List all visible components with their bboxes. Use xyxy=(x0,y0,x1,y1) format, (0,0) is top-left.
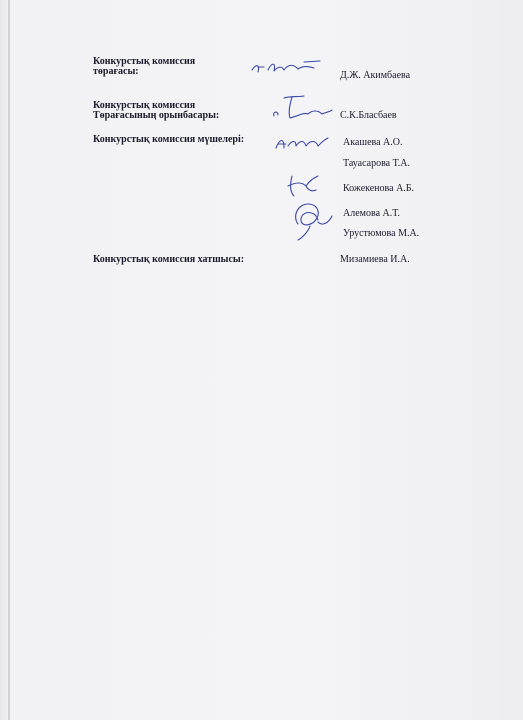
member-3-name: Кожекенова А.Б. xyxy=(343,183,415,194)
chairman-name: Д.Ж. Акимбаева xyxy=(340,70,411,81)
member-4-signature-icon xyxy=(288,196,338,244)
chairman-signature-icon xyxy=(248,56,328,78)
secretary-label: Конкурстық комиссия хатшысы: xyxy=(93,254,245,265)
members-label: Конкурстық комиссия мүшелері: xyxy=(93,134,245,145)
deputy-signature-icon xyxy=(270,94,336,124)
member-3-signature-icon xyxy=(284,172,324,198)
deputy-label-line1: Конкурстық комиссия xyxy=(93,100,196,111)
secretary-name: Мизамиева И.А. xyxy=(340,254,410,265)
member-1-signature-icon xyxy=(272,132,332,154)
chairman-label-line1: Конкурстық комиссия xyxy=(93,56,196,67)
deputy-label-line2: Төрағасының орынбасары: xyxy=(93,110,220,121)
member-4-name: Алемова А.Т. xyxy=(343,208,400,219)
chairman-label-line2: төрағасы: xyxy=(93,66,139,77)
member-2-name: Тауасарова Т.А. xyxy=(343,158,410,169)
page-fold-shadow xyxy=(8,0,10,720)
member-5-name: Урустюмова М.А. xyxy=(343,228,420,239)
member-1-name: Акашева А.О. xyxy=(343,137,403,148)
deputy-name: С.К.Бласбаев xyxy=(340,110,397,121)
